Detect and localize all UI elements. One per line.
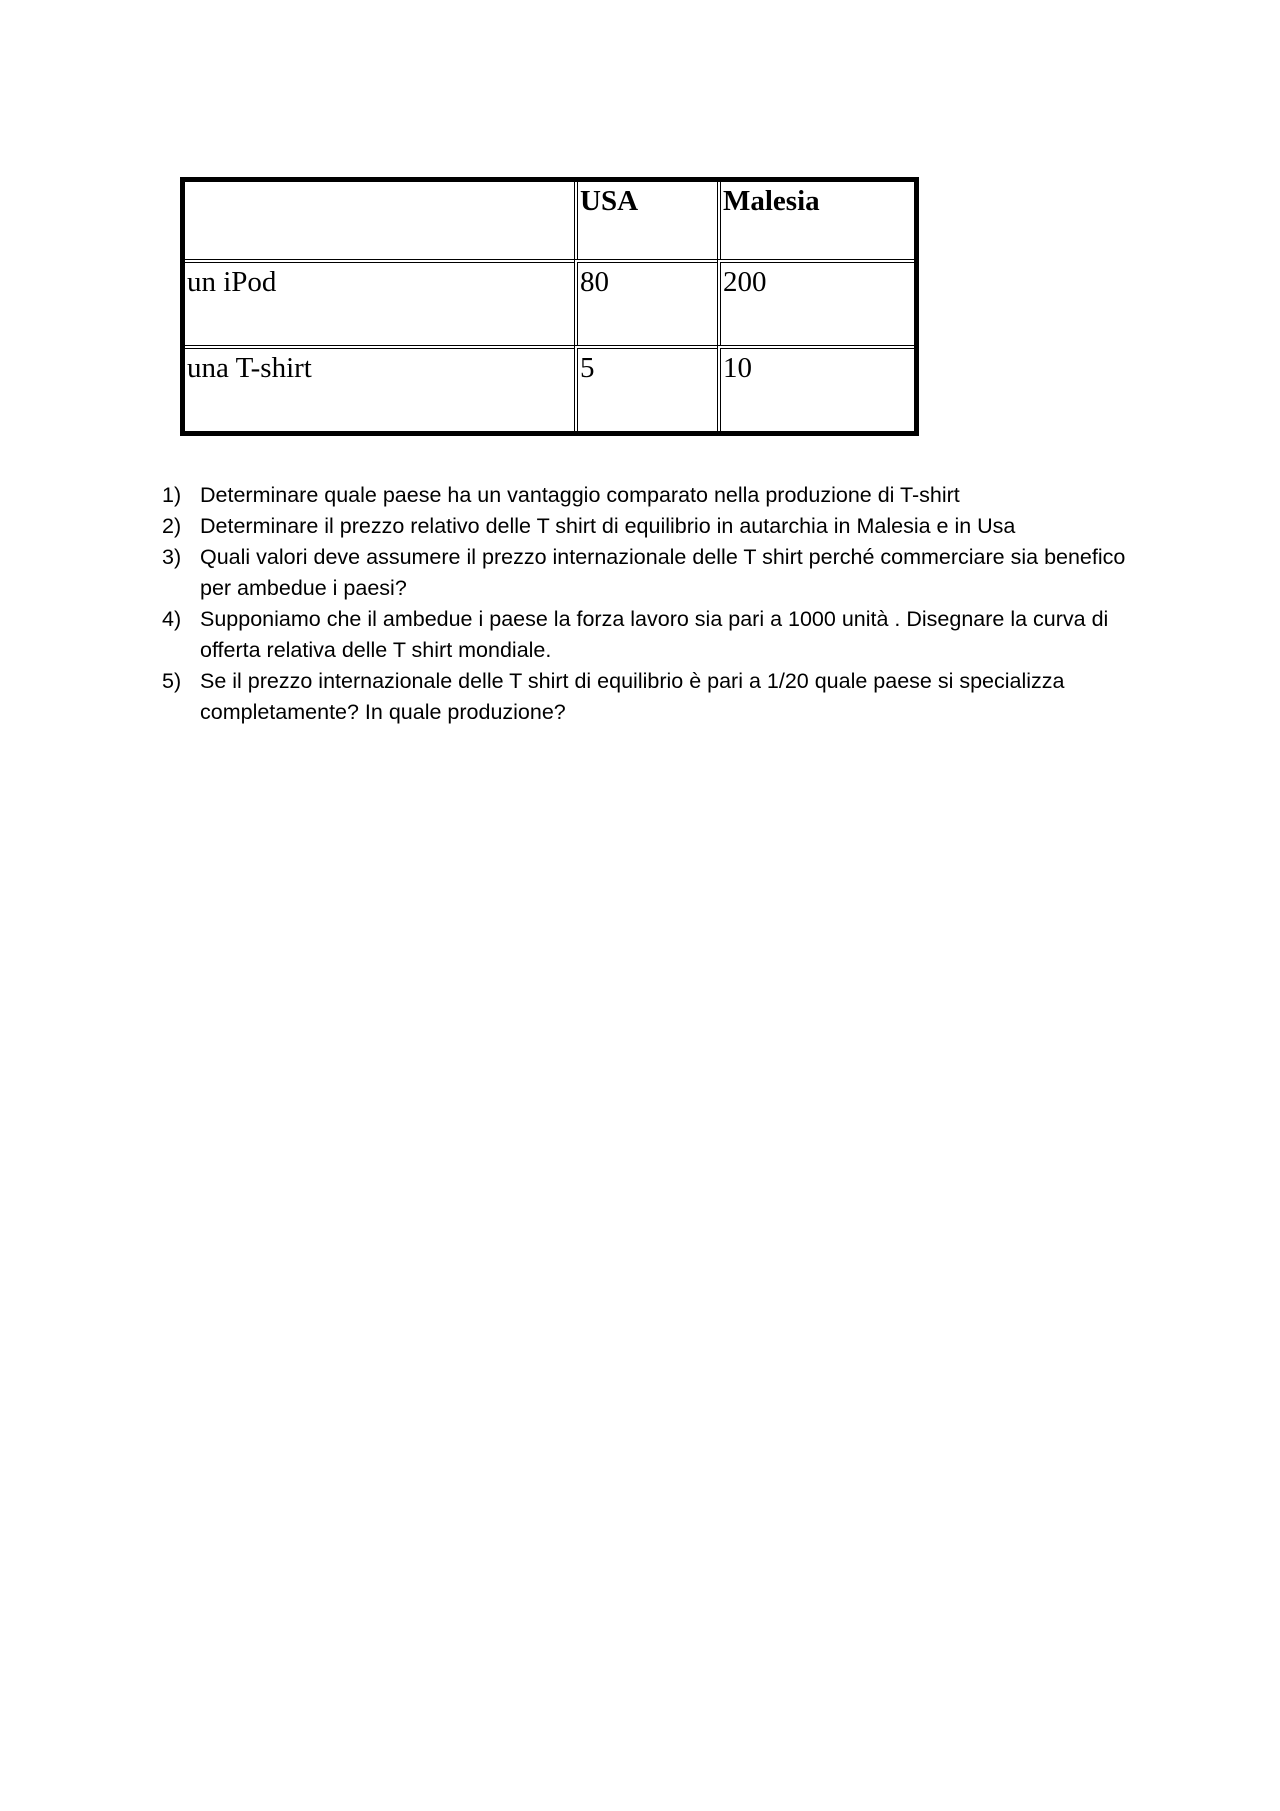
question-number: 4) (162, 607, 182, 631)
table-cell-label: una T-shirt (185, 345, 574, 431)
question-item (162, 542, 1152, 604)
question-item (162, 666, 1152, 728)
question-text: Quali valori deve assumere il prezzo internazionale delle T shirt perché commerciare sia benefico per ambedue i paesi? (200, 545, 1126, 600)
table-header-row (185, 182, 914, 259)
question-list (162, 480, 1152, 728)
question-number: 5) (162, 669, 182, 693)
question-number: 1) (162, 483, 182, 507)
table-header-empty (185, 182, 574, 259)
question-number: 3) (162, 545, 182, 569)
table-cell-malesia: 200 (717, 259, 914, 345)
question-text: Se il prezzo internazionale delle T shirt di equilibrio è pari a 1/20 quale paese si specializza completamente? In quale produzione? (200, 669, 1065, 724)
question-number: 2) (162, 514, 182, 538)
question-text: Determinare il prezzo relativo delle T shirt di equilibrio in autarchia in Malesia e in Usa (200, 514, 1016, 538)
question-text: Determinare quale paese ha un vantaggio comparato nella produzione di T-shirt (200, 483, 960, 507)
question-item (162, 511, 1152, 542)
table-cell-usa: 80 (574, 259, 717, 345)
question-item (162, 480, 1152, 511)
table-row (185, 345, 914, 431)
table-cell-usa: 5 (574, 345, 717, 431)
table-header-usa: USA (574, 182, 717, 259)
table-cell-label: un iPod (185, 259, 574, 345)
question-text: Supponiamo che il ambedue i paese la forza lavoro sia pari a 1000 unità . Disegnare la curva di offerta relativa delle T shirt mondiale. (200, 607, 1109, 662)
table-row (185, 259, 914, 345)
table-cell-malesia: 10 (717, 345, 914, 431)
table-header-malesia: Malesia (717, 182, 914, 259)
cost-table (180, 177, 919, 436)
question-item (162, 604, 1152, 666)
